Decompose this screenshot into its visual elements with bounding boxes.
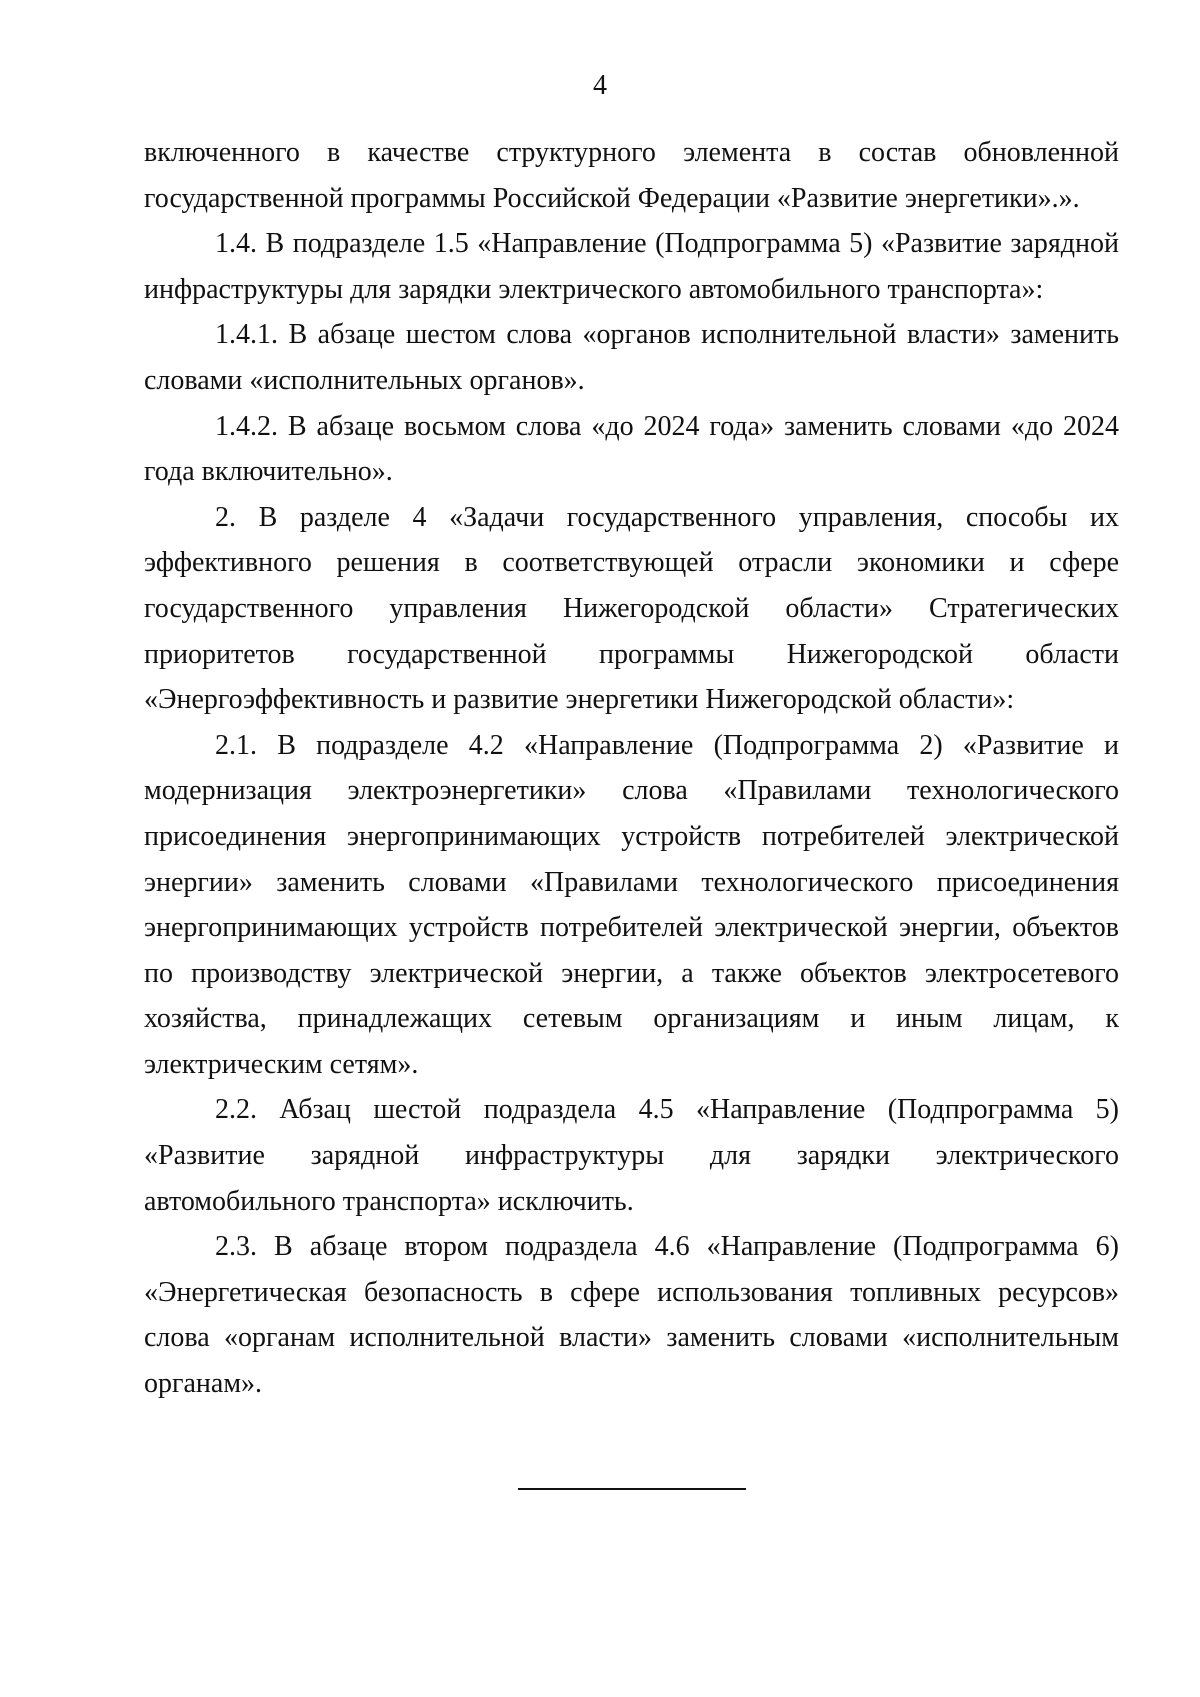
paragraph-2: 2. В разделе 4 «Задачи государственного управления, способы их эффективного решения в соответствующей отрасли экономики и сфере государственного управления Нижегородской области» Стратегических приоритетов государственной программы Нижегородской области «Энергоэффективность и развитие энергетики Нижегородской области»: (144, 501, 1119, 716)
paragraph-2-2: 2.2. Абзац шестой подраздела 4.5 «Направление (Подпрограмма 5) «Развитие зарядной инфраструктуры для зарядки электрического автомобильного транспорта» исключить. (144, 1094, 1119, 1217)
paragraph-continuation: включенного в качестве структурного элемента в состав обновленной государственной программы Российской Федерации «Развитие энергетики».». (144, 137, 1119, 214)
document-body (144, 130, 1119, 1407)
page-number: 4 (593, 70, 607, 101)
paragraph-1-4-2: 1.4.2. В абзаце восьмом слова «до 2024 года» заменить словами «до 2024 года включительно». (144, 410, 1119, 488)
paragraph-1-4-1: 1.4.1. В абзаце шестом слова «органов исполнительной власти» заменить словами «исполнительных органов». (144, 319, 1119, 396)
paragraph-2-1: 2.1. В подразделе 4.2 «Направление (Подпрограмма 2) «Развитие и модернизация электроэнергетики» слова «Правилами технологического присоединения энергопринимающих устройств потребителей электрической энергии» заменить словами «Правилами технологического присоединения энергопринимающих устройств потребителей электрической энергии, объектов по производству электрической энергии, а также объектов электросетевого хозяйства, принадлежащих сетевым организациям и иным лицам, к электрическим сетям». (144, 729, 1119, 1080)
end-of-document-rule (518, 1488, 746, 1490)
paragraph-1-4: 1.4. В подразделе 1.5 «Направление (Подпрограмма 5) «Развитие зарядной инфраструктуры для зарядки электрического автомобильного транспорта»: (144, 228, 1119, 305)
paragraph-2-3: 2.3. В абзаце втором подраздела 4.6 «Направление (Подпрограмма 6) «Энергетическая безопасность в сфере использования топливных ресурсов» слова «органам исполнительной власти» заменить словами «исполнительным органам». (144, 1231, 1119, 1400)
